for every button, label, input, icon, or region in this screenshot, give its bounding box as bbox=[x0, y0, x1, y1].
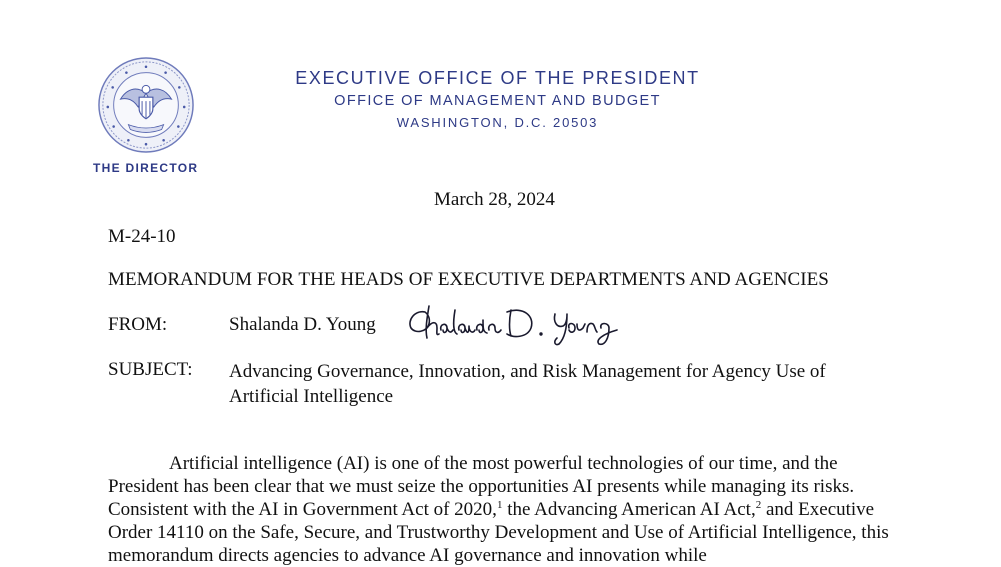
from-name: Shalanda D. Young bbox=[229, 314, 376, 335]
director-title: THE DIRECTOR bbox=[93, 161, 199, 175]
body-text-part-2: the Advancing American AI Act, bbox=[502, 499, 756, 520]
body-text-part-3: and Executive Order 14110 on the Safe, Secure, and Trustworthy Development and Use of Artificial Intelligence, this memorandum directs agencies to advance AI governance and innovation while bbox=[108, 499, 889, 566]
memo-number: M-24-10 bbox=[108, 226, 176, 247]
presidential-seal-icon bbox=[97, 56, 195, 154]
subject-text: Advancing Governance, Innovation, and Risk Management for Agency Use of Artificial Intelligence bbox=[229, 361, 826, 407]
letterhead-line-1: EXECUTIVE OFFICE OF THE PRESIDENT bbox=[295, 68, 700, 88]
letterhead-line-2: OFFICE OF MANAGEMENT AND BUDGET bbox=[334, 93, 661, 109]
footnote-ref-1[interactable]: 1 bbox=[496, 499, 503, 511]
body-paragraph bbox=[108, 452, 893, 567]
memo-addressee: MEMORANDUM FOR THE HEADS OF EXECUTIVE DEPARTMENTS AND AGENCIES bbox=[108, 269, 829, 290]
subject-label: SUBJECT: bbox=[108, 359, 193, 380]
body-text-part-1: Artificial intelligence (AI) is one of the most powerful technologies of our time, and the President has been clear that we must seize the opportunities AI presents while managing its risks. Consistent with the AI in Government Act of 2020, bbox=[108, 453, 855, 520]
memo-date: March 28, 2024 bbox=[434, 189, 555, 210]
footnote-ref-2[interactable]: 2 bbox=[755, 499, 762, 511]
letterhead-line-3: WASHINGTON, D.C. 20503 bbox=[396, 115, 599, 130]
from-label: FROM: bbox=[108, 314, 168, 335]
signature-image bbox=[403, 300, 623, 348]
